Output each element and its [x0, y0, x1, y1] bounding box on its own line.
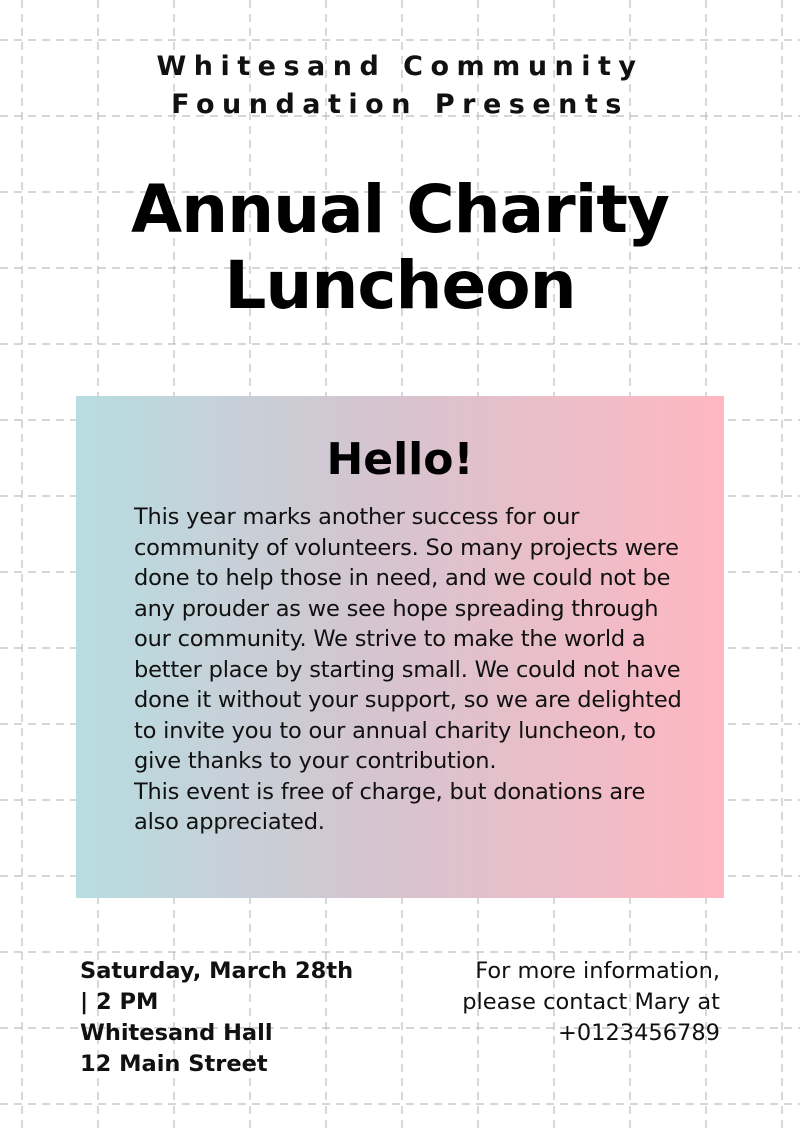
contact-line-2: please contact Mary at	[462, 989, 720, 1015]
event-venue: Whitesand Hall	[80, 1020, 273, 1046]
event-title-line-2: Luncheon	[224, 247, 576, 324]
invitation-paragraph-1: This year marks another success for our community of volunteers. So many projects were done to help those in need, and we could not be any prouder as we see hope spreading through our community. We strive to make the world a better place by starting small. We could not have done it without your support, so we are delighted to invite you to our annual charity luncheon, to give thanks to your contribution.	[134, 504, 682, 774]
contact-details	[400, 956, 720, 1049]
invitation-card	[76, 396, 724, 898]
presenter-line-1: Whitesand Community	[156, 51, 644, 82]
event-title	[0, 172, 800, 324]
event-date: Saturday, March 28th	[80, 958, 354, 984]
invitation-message	[134, 502, 694, 838]
card-heading: Hello!	[326, 434, 474, 485]
event-time: | 2 PM	[80, 989, 159, 1015]
contact-phone: +0123456789	[557, 1020, 720, 1046]
event-title-line-1: Annual Charity	[131, 171, 669, 248]
presenter-heading	[0, 48, 800, 124]
event-details	[80, 956, 400, 1080]
event-address: 12 Main Street	[80, 1051, 268, 1077]
invitation-paragraph-2: This event is free of charge, but donations are also appreciated.	[134, 778, 646, 835]
contact-line-1: For more information,	[475, 958, 720, 984]
presenter-line-2: Foundation Presents	[171, 89, 629, 120]
